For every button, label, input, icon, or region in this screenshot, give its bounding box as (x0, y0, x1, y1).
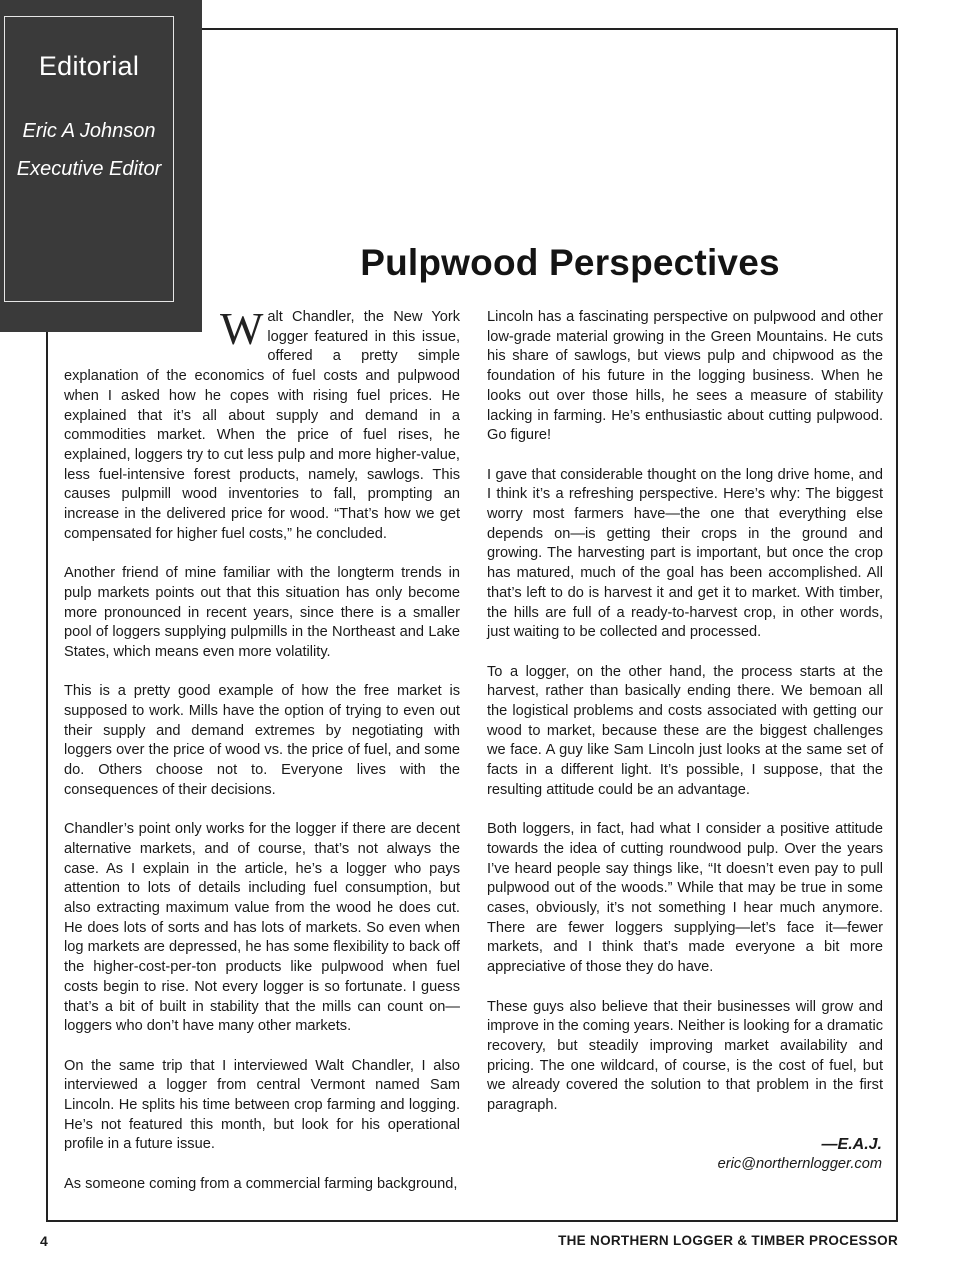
article-paragraph: Chandler’s point only works for the logger if there are decent alternative markets, and of course, that’s not always the case. As I explain in the article, he’s a logger who pays attention to lots of details including fuel consumption, but also extracting maximum value from the wood he does cut. He does lots of sorts and has lots of markets. So even when log markets are depressed, he has some flexibility to back off the higher-cost-per-ton products like pulpwood when fuel costs begin to rise. Not every logger is so fortunate. I guess that’s a bit of built in stability that the mills can count on—loggers who don’t have many other markets. (64, 821, 460, 1035)
article-paragraph: I gave that considerable thought on the long drive home, and I think it’s a refreshing perspective. Here’s why: The biggest worry most farmers have—the one that everything else depends on—is getting their crops in the ground and growing. The harvesting part is important, but once the crop has matured, much of the goal has been accomplished. All that’s left to do is harvest it and get it to market. With timber, the hills are full of a ready-to-harvest crop, in other words, just waiting to be collected and processed. (487, 466, 883, 641)
article-paragraph: Another friend of mine familiar with the longterm trends in pulp markets points out that this situation has only become more pronounced in recent years, since there is a smaller pool of loggers supplying pulpmills in the Northeast and Lake States, which means even more volatility. (64, 565, 460, 660)
article-paragraph: Lincoln has a fascinating perspective on pulpwood and other low-grade material growing in the Green Mountains. He cuts his share of sawlogs, but views pulp and chipwood as the foundation of his future in the logging business. When he looks out over those hills, he sees a measure of stability lacking in farming. He’s enthusiastic about cutting pulpwood. Go figure! (487, 309, 883, 444)
article-column-left (64, 303, 460, 1214)
article-column-right (487, 308, 883, 1135)
article-paragraph: Both loggers, in fact, had what I consider a positive attitude towards the idea of cutting roundwood pulp. Over the years I’ve heard people say things like, “It doesn’t even pay to pull pulpwood out of the woods.” While that may be true in some cases, obviously, it’s not something I hear much anymore. There are fewer loggers supplying—let’s face it—fewer markets, and I think that’s made everyone a bit more appreciative of those they do have. (487, 821, 883, 976)
editorial-masthead (0, 0, 202, 332)
author-name: Eric A Johnson (22, 120, 156, 142)
article-paragraph (64, 303, 460, 544)
publication-name: THE NORTHERN LOGGER & TIMBER PROCESSOR (558, 1233, 898, 1248)
article-paragraph: On the same trip that I interviewed Walt Chandler, I also interviewed a logger from central Vermont named Sam Lincoln. He splits his time between crop farming and logging. He’s not featured this month, but look for his operational profile in a future issue. (64, 1057, 460, 1153)
article-paragraph: As someone coming from a commercial farming background, (64, 1175, 458, 1192)
drop-cap: W (220, 303, 264, 354)
signoff-initials: —E.A.J. (821, 1136, 882, 1153)
article-headline: Pulpwood Perspectives (360, 242, 780, 283)
article-paragraph: These guys also believe that their businesses will grow and improve in the coming years. Neither is looking for a dramatic recovery, but steadily improving market availability and pricing. The one wildcard, of course, is the cost of fuel, but we already covered the solution to that problem in the first paragraph. (487, 998, 883, 1114)
author-role: Executive Editor (16, 158, 162, 180)
paragraph-text: alt Chandler, the New York logger featured in this issue, offered a pretty simple explanation of the economics of fuel costs and pulpwood when I asked how he copes with rising fuel prices. He explained that it’s all about supply and demand in a commodities market. When the price of fuel rises, he explained, loggers try to cut less pulp and more higher-value, less fuel-intensive forest products, namely, sawlogs. This causes pulpmill wood inventories to fall, prompting an increase in the delivered price for wood. “That’s how we get compensated for higher fuel costs,” he concluded. (64, 309, 460, 542)
page-number: 4 (40, 1233, 48, 1249)
article-paragraph: This is a pretty good example of how the free market is supposed to work. Mills have the option of trying to even out their supply and demand extremes by negotiating with loggers over the price of wood vs. the price of fuel, and some do. Others choose not to. Everyone lives with the consequences of their decisions. (64, 683, 460, 798)
article-paragraph: To a logger, on the other hand, the process starts at the harvest, rather than basically ending there. We bemoan all the logistical problems and costs associated with getting our wood to market, because these are the biggest challenges we face. A guy like Sam Lincoln just looks at the same set of facts in a different light. It’s possible, I suppose, that the resulting attitude could be an advantage. (487, 663, 883, 798)
signoff-email[interactable]: eric@northernlogger.com (717, 1156, 882, 1172)
masthead-border (4, 16, 174, 302)
section-title: Editorial (38, 51, 140, 81)
